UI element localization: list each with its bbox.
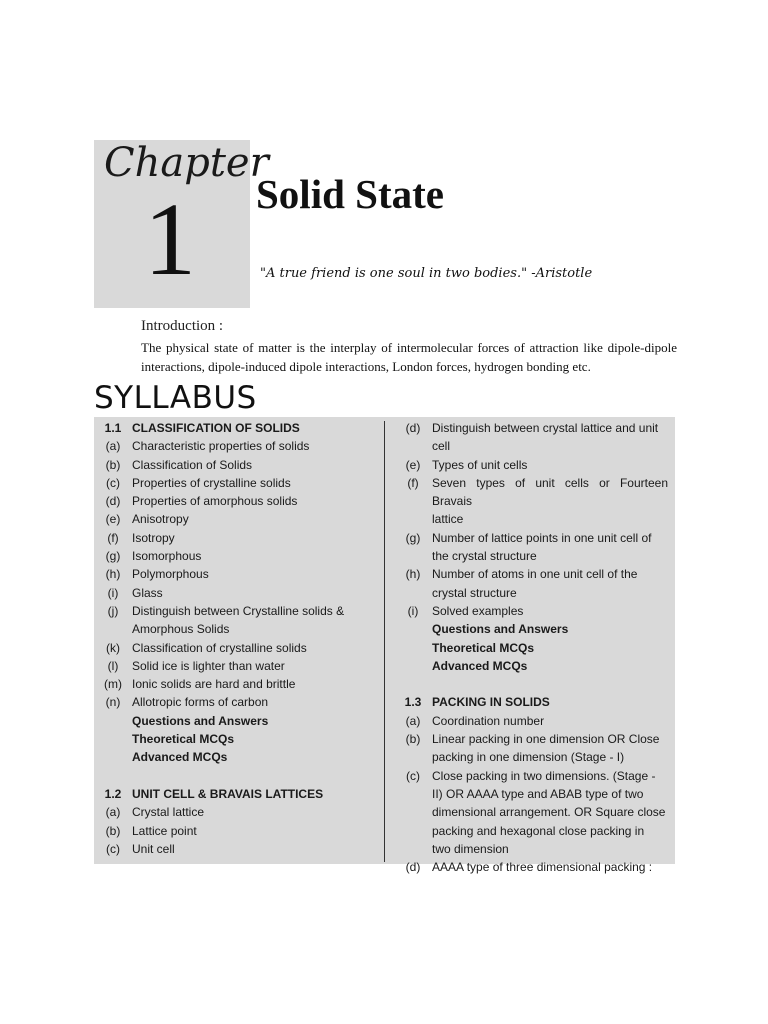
syllabus-item: [394, 840, 672, 858]
syllabus-item: [94, 803, 382, 821]
syllabus-item-text: Number of lattice points in one unit cell of: [432, 530, 652, 545]
syllabus-item-text: II) OR AAAA type and ABAB type of two: [432, 786, 644, 801]
syllabus-item-label: [394, 785, 432, 803]
intro-text: The physical state of matter is the interplay of intermolecular forces of attraction like dipole-dipole interactions, dipole-induced dipole interactions, London forces, hydrogen bonding etc.: [141, 340, 677, 374]
syllabus-item-text: Glass: [132, 585, 163, 600]
syllabus-item-text: Unit cell: [132, 841, 175, 856]
syllabus-item-text: Isomorphous: [132, 549, 202, 564]
syllabus-item-text: Classification of crystalline solids: [132, 640, 307, 655]
syllabus-item: [394, 419, 672, 437]
syllabus-item-label: (b): [405, 732, 421, 747]
syllabus-item: [94, 474, 382, 492]
syllabus-item: [94, 675, 382, 693]
syllabus-item-text: the crystal structure: [432, 549, 537, 564]
syllabus-left-column: [94, 419, 382, 858]
syllabus-item-text: cell: [432, 439, 451, 454]
syllabus-item-label: [394, 840, 432, 858]
syllabus-item: [394, 510, 672, 528]
syllabus-item: [94, 712, 382, 730]
syllabus-item-text: Distinguish between Crystalline solids &: [132, 603, 345, 618]
syllabus-item: [94, 584, 382, 602]
syllabus-item-text: Amorphous Solids: [132, 622, 230, 637]
syllabus-item-text: Polymorphous: [132, 567, 209, 582]
syllabus-item-text: Distinguish between crystal lattice and unit: [432, 421, 659, 435]
syllabus-item-label: [394, 437, 432, 455]
syllabus-item-label: [94, 748, 132, 766]
syllabus-item: [94, 748, 382, 766]
syllabus-item-text: Classification of Solids: [132, 457, 253, 472]
syllabus-item-text: Properties of crystalline solids: [132, 475, 291, 490]
syllabus-item-text: crystal structure: [432, 585, 517, 600]
syllabus-item: [394, 620, 672, 638]
syllabus-item-label: [394, 510, 432, 528]
syllabus-item: [394, 565, 672, 583]
syllabus-item: [394, 474, 672, 511]
syllabus-item-label: (a): [405, 713, 421, 728]
syllabus-item-text: dimensional arrangement. OR Square close: [432, 805, 666, 820]
syllabus-item-label: (h): [405, 567, 421, 582]
syllabus-item: [394, 803, 672, 821]
syllabus-item-text: Lattice point: [132, 823, 197, 838]
syllabus-item-label: (h): [105, 567, 121, 582]
syllabus-item-label: [394, 748, 432, 766]
syllabus-item: [94, 620, 382, 638]
chapter-word: Chapter: [104, 140, 269, 186]
syllabus-item: [94, 840, 382, 858]
syllabus-item: [94, 492, 382, 510]
syllabus-item-label: (a): [105, 439, 121, 454]
syllabus-item-text: Theoretical MCQs: [432, 640, 535, 655]
syllabus-item-text: CLASSIFICATION OF SOLIDS: [132, 421, 300, 435]
syllabus-item-label: (d): [105, 494, 121, 509]
column-divider: [384, 421, 385, 862]
syllabus-item-text: Theoretical MCQs: [132, 732, 235, 747]
syllabus-item: [94, 822, 382, 840]
syllabus-item-text: AAAA type of three dimensional packing :: [432, 860, 653, 875]
syllabus-item-text: packing and hexagonal close packing in: [432, 823, 645, 838]
syllabus-item-label: 1.1: [104, 421, 122, 435]
syllabus-item-label: (k): [106, 640, 120, 655]
syllabus-item: [394, 602, 672, 620]
syllabus-item-text: Solid ice is lighter than water: [132, 658, 285, 673]
syllabus-item-text: packing in one dimension (Stage - I): [432, 750, 625, 765]
syllabus-item-text: PACKING IN SOLIDS: [432, 695, 550, 710]
syllabus-item: [94, 767, 382, 785]
syllabus-item-label: [394, 803, 432, 821]
syllabus-item: [394, 547, 672, 565]
syllabus-item-text: Characteristic properties of solids: [132, 439, 310, 454]
syllabus-item-label: (d): [405, 860, 421, 875]
syllabus-item-label: [394, 822, 432, 840]
syllabus-item-text: Questions and Answers: [432, 622, 569, 637]
syllabus-item-label: (b): [105, 457, 121, 472]
syllabus-item-text: Number of atoms in one unit cell of the: [432, 567, 638, 582]
syllabus-item-label: (b): [105, 823, 121, 838]
syllabus-item: [394, 712, 672, 730]
syllabus-item-label: [94, 730, 132, 748]
syllabus-item: [394, 437, 672, 455]
syllabus-section-heading: [94, 785, 382, 803]
syllabus-item-text: Types of unit cells: [432, 457, 528, 472]
syllabus-item: [394, 858, 672, 876]
syllabus-item-text: Ionic solids are hard and brittle: [132, 677, 296, 692]
syllabus-item-label: [94, 712, 132, 730]
syllabus-item: [94, 437, 382, 455]
syllabus-item-label: (g): [405, 530, 421, 545]
chapter-box: [94, 140, 269, 308]
syllabus-item-text: Solved examples: [432, 603, 524, 618]
syllabus-item-label: [394, 639, 432, 657]
syllabus-item: [394, 822, 672, 840]
syllabus-item-label: (j): [107, 603, 119, 618]
syllabus-item-text: Linear packing in one dimension OR Close: [432, 732, 660, 747]
syllabus-item-label: [394, 620, 432, 638]
syllabus-item-label: (m): [104, 677, 122, 692]
syllabus-item: [94, 565, 382, 583]
intro-label: Introduction :: [141, 318, 224, 334]
syllabus-item: [394, 584, 672, 602]
syllabus-item-label: [94, 620, 132, 638]
syllabus-panel: [94, 417, 675, 875]
syllabus-item-label: (i): [407, 603, 419, 618]
syllabus-section-heading: [394, 693, 672, 711]
syllabus-item-label: [394, 657, 432, 675]
syllabus-item-text: Coordination number: [432, 713, 545, 728]
syllabus-item-text: Properties of amorphous solids: [132, 494, 298, 509]
chapter-quote: "A true friend is one soul in two bodies." -Aristotle: [260, 266, 593, 281]
syllabus-item: [94, 456, 382, 474]
syllabus-item: [394, 748, 672, 766]
syllabus-item: [394, 657, 672, 675]
syllabus-item-label: (e): [405, 457, 421, 472]
syllabus-item-label: (g): [105, 549, 121, 564]
syllabus-item: [94, 639, 382, 657]
syllabus-item-text: Anisotropy: [132, 512, 189, 527]
syllabus-item: [394, 785, 672, 803]
syllabus-item-text: Close packing in two dimensions. (Stage -: [432, 768, 656, 783]
syllabus-item-label: (a): [105, 805, 121, 820]
syllabus-item-text: two dimension: [432, 841, 509, 856]
syllabus-item: [394, 767, 672, 785]
chapter-number: 1: [144, 182, 196, 297]
syllabus-item-label: (n): [105, 695, 121, 710]
syllabus-item-text: Questions and Answers: [132, 713, 269, 728]
syllabus-section-heading: [94, 419, 382, 437]
syllabus-item: [94, 693, 382, 711]
syllabus-item-label: [394, 584, 432, 602]
syllabus-item-label: (e): [105, 512, 121, 527]
syllabus-item: [94, 602, 382, 620]
syllabus-item-text: UNIT CELL & BRAVAIS LATTICES: [132, 786, 324, 801]
syllabus-item: [94, 657, 382, 675]
syllabus-item-label: (c): [106, 841, 120, 856]
syllabus-item-text: Allotropic forms of carbon: [132, 695, 269, 710]
syllabus-item: [94, 547, 382, 565]
syllabus-item: [394, 730, 672, 748]
syllabus-item-label: 1.3: [404, 695, 422, 710]
syllabus-item-text: Advanced MCQs: [432, 658, 528, 673]
syllabus-item: [394, 456, 672, 474]
syllabus-item-text: Seven types of unit cells or Fourteen Bravais: [432, 475, 668, 509]
chapter-title: Solid State: [256, 171, 444, 217]
syllabus-right-column: [394, 419, 672, 876]
syllabus-item-label: (c): [406, 768, 420, 783]
syllabus-item: [394, 639, 672, 657]
syllabus-item-label: (d): [405, 421, 421, 435]
syllabus-item-label: [394, 547, 432, 565]
syllabus-item: [394, 529, 672, 547]
syllabus-item-label: (c): [106, 475, 120, 490]
syllabus-item-label: (l): [107, 658, 119, 673]
syllabus-item-text: Isotropy: [132, 530, 175, 545]
syllabus-item-text: Advanced MCQs: [132, 750, 228, 765]
syllabus-item: [94, 529, 382, 547]
syllabus-item: [94, 730, 382, 748]
syllabus-item-label: (f): [407, 475, 419, 490]
syllabus-item-label: (f): [107, 530, 119, 545]
syllabus-item-text: lattice: [432, 512, 464, 527]
syllabus-heading: SYLLABUS: [94, 380, 257, 416]
syllabus-item: [94, 510, 382, 528]
syllabus-item-text: Crystal lattice: [132, 805, 205, 820]
syllabus-item: [394, 675, 672, 693]
syllabus-item-label: (i): [107, 585, 119, 600]
syllabus-item-label: 1.2: [104, 786, 122, 801]
